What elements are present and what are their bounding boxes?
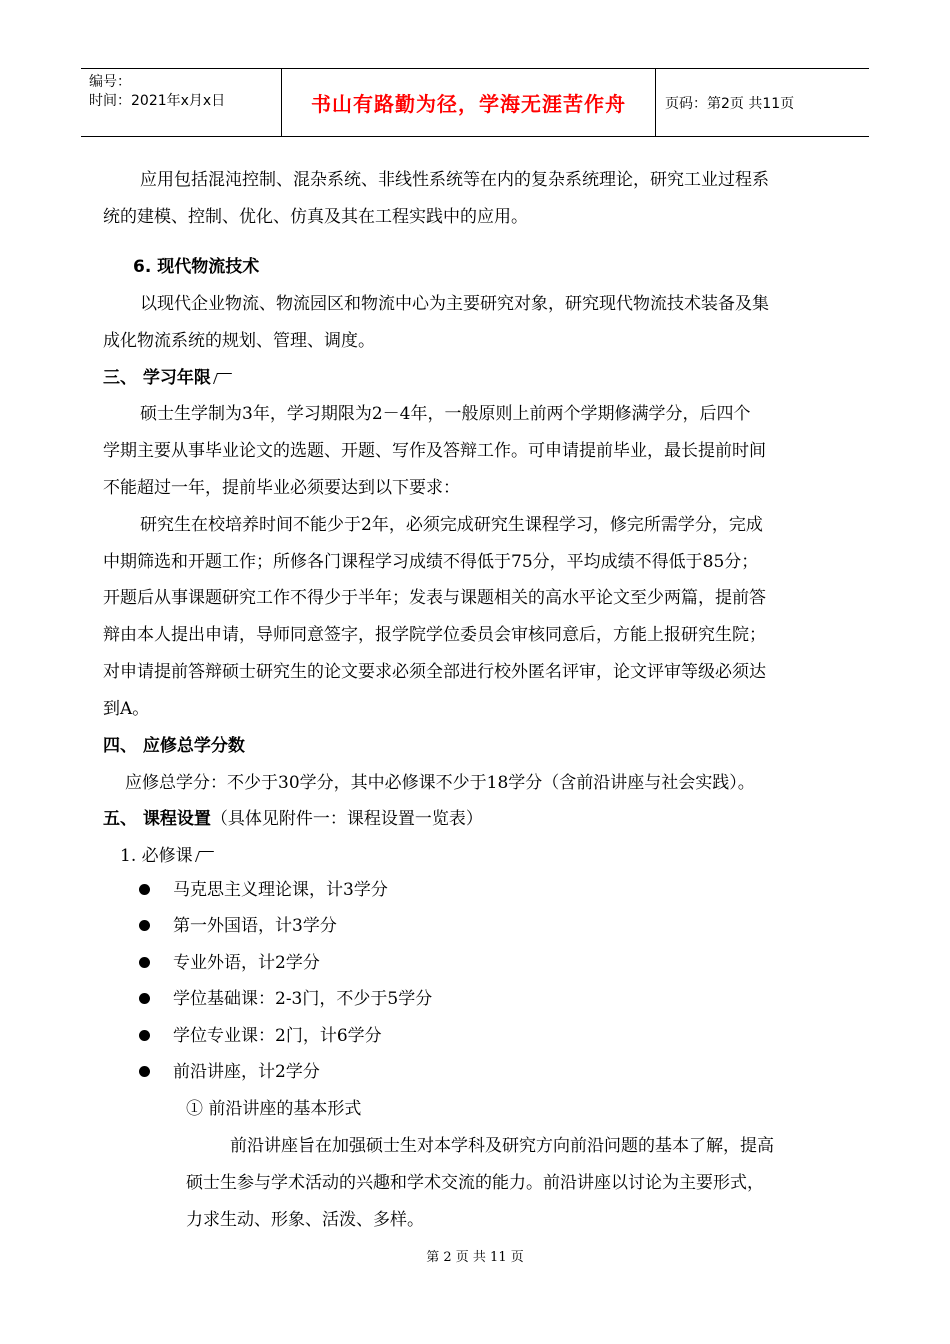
paragraph-line: 辩由本人提出申请，导师同意签字，报学院学位委员会审核同意后，方能上报研究生院； (103, 625, 766, 645)
bullet-icon (139, 920, 150, 931)
paragraph-line: 到A。 (103, 699, 150, 719)
list-item: 马克思主义理论课，计3学分 (173, 880, 388, 900)
bullet-icon (139, 1066, 150, 1077)
header-left-cell (81, 69, 281, 136)
edit-mark-icon (213, 373, 232, 384)
paragraph-line: 应用包括混沌控制、混杂系统、非线性系统等在内的复杂系统理论，研究工业过程系 (140, 170, 769, 190)
heading-6: 6. 现代物流技术 (133, 257, 260, 277)
page-footer: 第 2 页 共 11 页 (426, 1250, 524, 1265)
list-item: 第一外国语，计3学分 (173, 916, 337, 936)
edit-mark-icon (195, 851, 214, 862)
bullet-icon (139, 993, 150, 1004)
paragraph-line: 中期筛选和开题工作；所修各门课程学习成绩不得低于75分，平均成绩不得低于85分； (103, 552, 759, 572)
page-info: 页码：第2页 共11页 (665, 95, 795, 112)
paragraph-line: 应修总学分：不少于30学分，其中必修课不少于18学分（含前沿讲座与社会实践）。 (125, 773, 755, 793)
header-table (81, 68, 869, 137)
list-item: 专业外语，计2学分 (173, 953, 320, 973)
paragraph-line: 对申请提前答辩硕士研究生的论文要求必须全部进行校外匿名评审，论文评审等级必须达 (103, 662, 766, 682)
list-item: 学位专业课：2门，计6学分 (173, 1026, 382, 1046)
paragraph-line: 力求生动、形象、活泼、多样。 (186, 1210, 424, 1230)
number-label: 编号： (89, 74, 131, 90)
section-4-heading: 四、 应修总学分数 (103, 736, 245, 756)
paragraph-line: 前沿讲座旨在加强硕士生对本学科及研究方向前沿问题的基本了解，提高 (230, 1136, 774, 1156)
list-item: 前沿讲座，计2学分 (173, 1062, 320, 1082)
paragraph-line: 以现代企业物流、物流园区和物流中心为主要研究对象，研究现代物流技术装备及集 (140, 294, 769, 314)
header-motto-cell (281, 69, 656, 136)
motto-text: 书山有路勤为径，学海无涯苦作舟 (311, 92, 626, 116)
subsection-1: 1. 必修课 (120, 844, 212, 868)
circled-subheading: ① 前沿讲座的基本形式 (186, 1099, 362, 1119)
paragraph-line: 统的建模、控制、优化、仿真及其在工程实践中的应用。 (103, 207, 528, 227)
paragraph-line: 开题后从事课题研究工作不得少于半年；发表与课题相关的高水平论文至少两篇，提前答 (103, 588, 766, 608)
header-page-cell (655, 69, 869, 136)
bullet-icon (139, 957, 150, 968)
paragraph-line: 硕士生学制为3年，学习期限为2－4年，一般原则上前两个学期修满学分，后四个 (140, 404, 751, 424)
bullet-icon (139, 1030, 150, 1041)
section-3-heading: 三、 学习年限 (103, 366, 230, 390)
section-5-heading: 五、 课程设置（具体见附件一：课程设置一览表） (103, 809, 483, 829)
paragraph-line: 硕士生参与学术活动的兴趣和学术交流的能力。前沿讲座以讨论为主要形式， (186, 1173, 764, 1193)
bullet-icon (139, 884, 150, 895)
time-label: 时间：2021年x月x日 (89, 93, 226, 109)
paragraph-line: 研究生在校培养时间不能少于2年，必须完成研究生课程学习，修完所需学分，完成 (140, 515, 763, 535)
paragraph-line: 学期主要从事毕业论文的选题、开题、写作及答辩工作。可申请提前毕业，最长提前时间 (103, 441, 766, 461)
paragraph-line: 不能超过一年，提前毕业必须要达到以下要求： (103, 478, 460, 498)
list-item: 学位基础课：2-3门，不少于5学分 (173, 989, 433, 1009)
paragraph-line: 成化物流系统的规划、管理、调度。 (103, 331, 375, 351)
